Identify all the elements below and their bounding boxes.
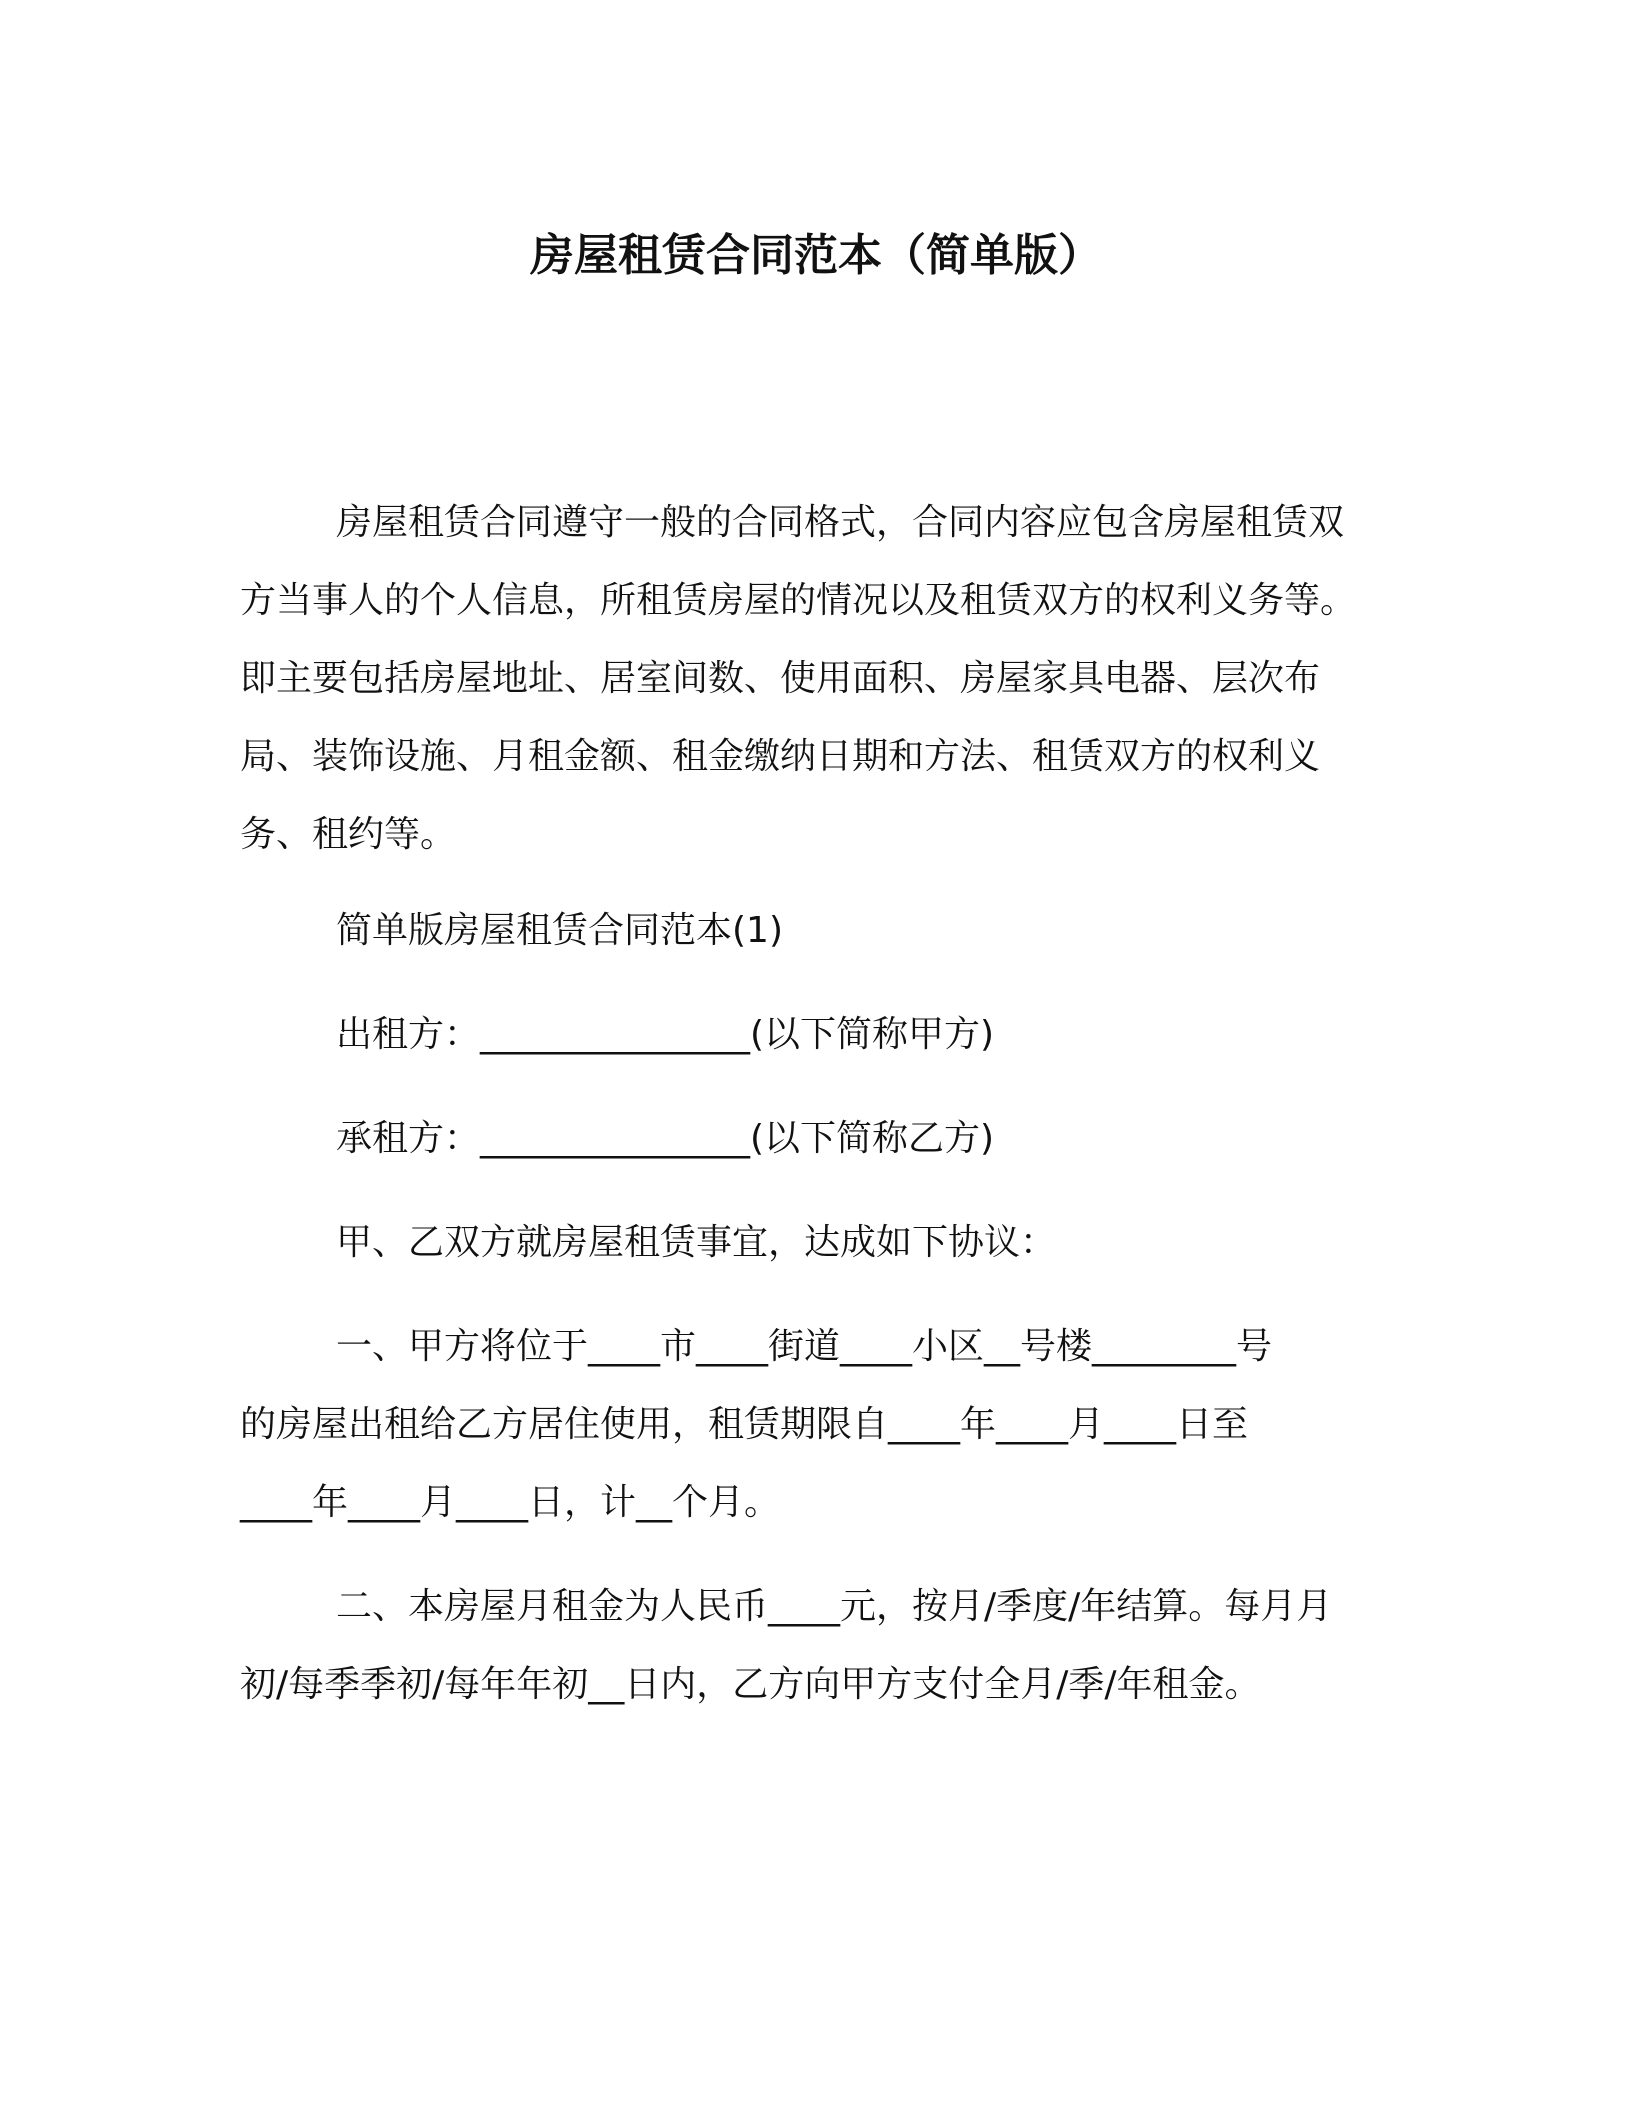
clause-line: ____年____月____日，计__个月。 (240, 1482, 781, 1523)
clause-2 (240, 1568, 1370, 1724)
agreement-intro (240, 1204, 1370, 1282)
intro-line: 局、装饰设施、月租金额、租金缴纳日期和方法、租赁双方的权利义 (240, 736, 1321, 777)
agreement-intro-text: 甲、乙双方就房屋租赁事宜，达成如下协议： (336, 1222, 1057, 1263)
intro-line: 即主要包括房屋地址、居室间数、使用面积、房屋家具电器、层次布 (240, 658, 1321, 699)
clause-line: 一、甲方将位于____市____街道____小区__号楼________号 (336, 1326, 1273, 1367)
clause-1 (240, 1308, 1370, 1542)
lessee-line (240, 1100, 1370, 1178)
lessee-text: 承租方：_______________(以下简称乙方) (336, 1118, 995, 1159)
lessor-line (240, 996, 1370, 1074)
lessor-text: 出租方：_______________(以下简称甲方) (336, 1014, 995, 1055)
clause-line: 二、本房屋月租金为人民币____元，按月/季度/年结算。每月月 (336, 1586, 1333, 1627)
intro-line: 务、租约等。 (240, 814, 457, 855)
clause-line: 初/每季季初/每年年初__日内，乙方向甲方支付全月/季/年租金。 (240, 1664, 1261, 1705)
section-heading (240, 892, 1370, 970)
intro-paragraph (240, 484, 1370, 874)
section-heading-text: 简单版房屋租赁合同范本(1) (336, 910, 783, 951)
intro-line: 房屋租赁合同遵守一般的合同格式，合同内容应包含房屋租赁双 (336, 502, 1345, 543)
document-title: 房屋租赁合同范本（简单版） (530, 230, 1102, 281)
clause-line: 的房屋出租给乙方居住使用，租赁期限自____年____月____日至 (240, 1404, 1249, 1445)
intro-line: 方当事人的个人信息，所租赁房屋的情况以及租赁双方的权利义务等。 (240, 580, 1357, 621)
